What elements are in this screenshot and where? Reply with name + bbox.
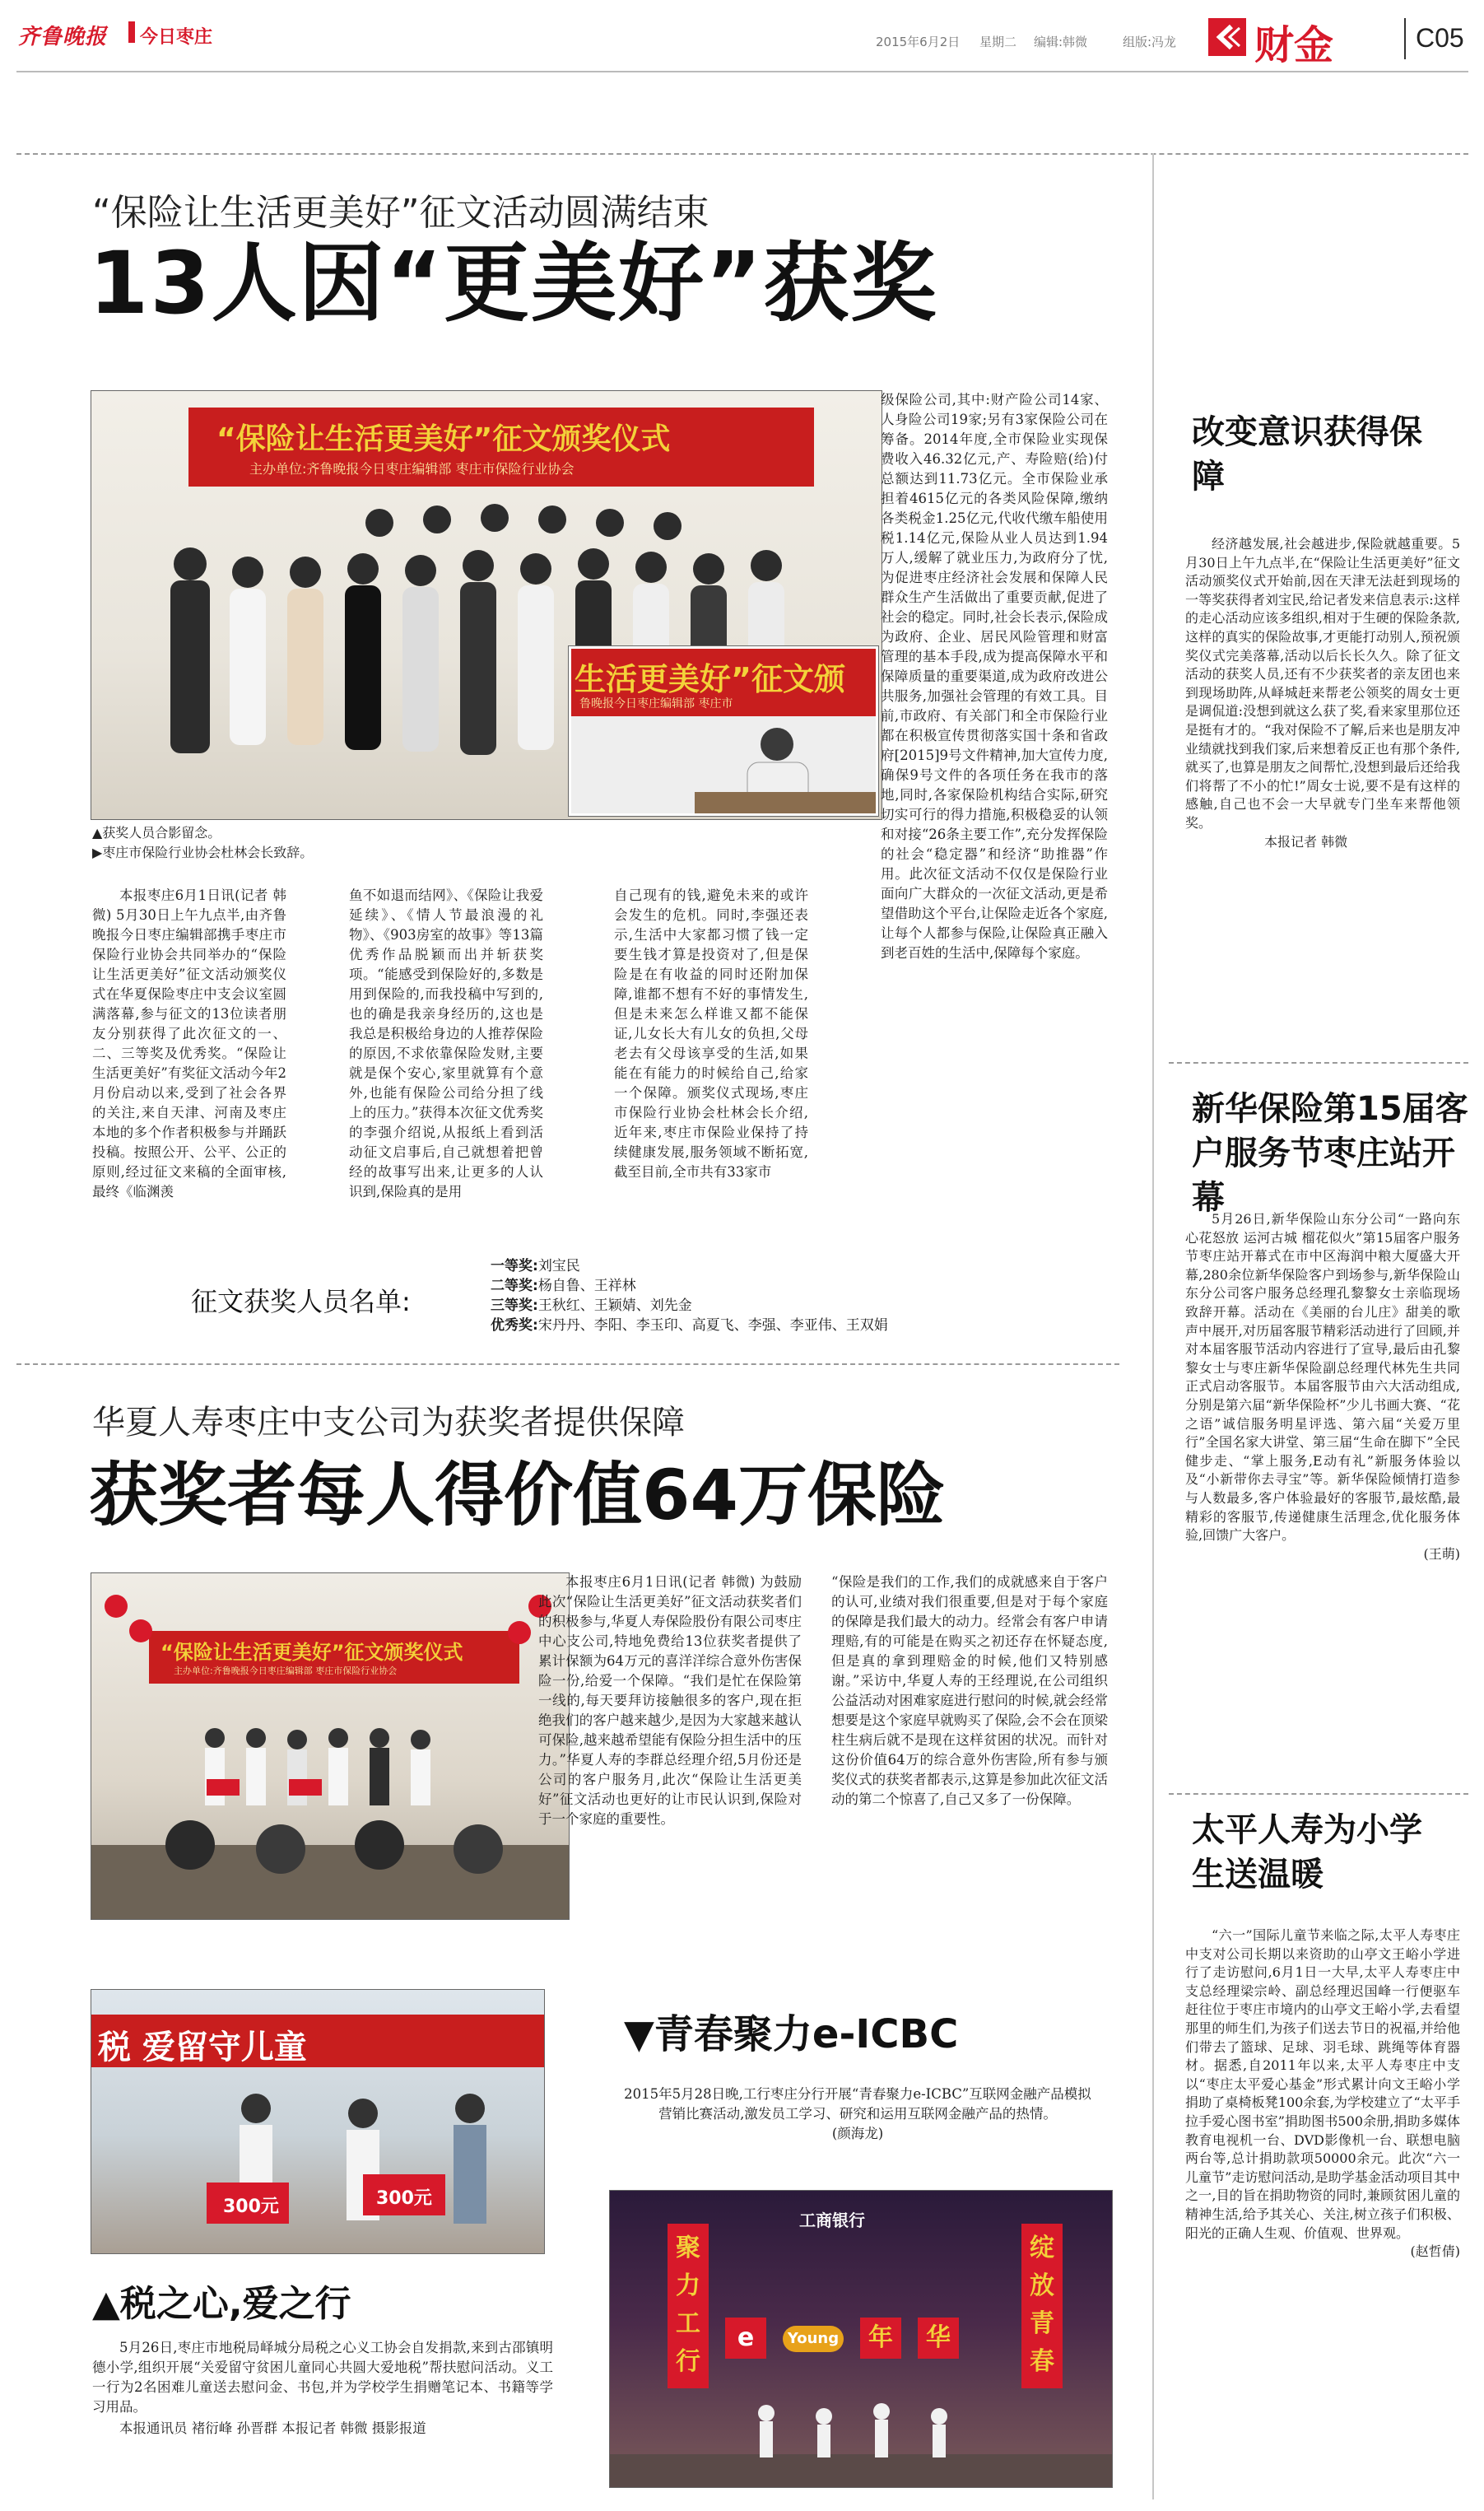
winner-names: 王秋红、王颖婧、刘先金 [537,1297,692,1314]
story1-caption2: ▶枣庄市保险行业协会杜林会长致辞。 [92,845,314,860]
column-icon [1208,18,1246,56]
story1-col4 [881,390,1108,1246]
story4-sign-left-3: 工 [676,2309,700,2338]
story2-col2-text: “保险是我们的工作,我们的成就感来自于客户的认可,业绩对我们很重要,但是对于每个家庭的保障是我们最大的动力。经常会有客户申请理赔,有的可能是在购买之初还存在怀疑态度,但是真的拿到理赔金的时候,他们又特别感谢。”采访中,华夏人寿的王经理说,在公司组织公益活动对困难家庭进行慰问的时候,就会经常想要是这个家庭早就购买了保险,会不会在顶梁柱生病后就不是现在这样贫困的状况。而针对这份价值64万的综合意外伤害险,所有参与颁奖仪式的获奖者都表示,这算是参加此次征文活动的第二个惊喜了,自己又多了一份保障。 [831,1574,1108,1807]
story4-stage-banner: 工商银行 [799,2211,865,2230]
story2-banner-title: “保险让生活更美好”征文颁奖仪式 [160,1641,463,1664]
story3-credit: 本报通讯员 褚衍峰 孙晋群 本报记者 韩微 摄影报道 [119,2420,426,2436]
story1-col2-text: 鱼不如退而结网》、《保险让我爱延续》、《情人节最浪漫的礼物》、《903房室的故事》等13篇优秀作品脱颖而出并斩获奖项。“能感受到保险好的,多数是用到保险的,而我投稿中写到的,也的确是我亲身经历的,这也是我总是积极给身边的人推荐保险的原因,不求依靠保险发财,主要就是保个安心,家里就算有个意外,也能有保险公司给分担了线上的压力。”获得本次征文优秀奖的李强介绍说,从报纸上看到活动征文启事后,自己就想着把曾经的故事写出来,让更多的人认识到,保险真的是用 [349,887,543,1200]
story3-banner-title: 税 爱留守儿童 [98,2029,307,2066]
sidebar-body-3-text: “六一”国际儿童节来临之际,太平人寿枣庄中支对公司长期以来资助的山亭文王峪小学进行了走访慰问,6月1日一大早,太平人寿枣庄中支总经理梁宗岭、副总经理迟国峰一行便驱车赶往位于枣庄市境内的山亭文王峪小学,去看望那里的师生们,为孩子们送去节日的祝福,并给他们带去了篮球、足球、羽毛球、跳绳等体育器材。据悉,自2011年以来,太平人寿枣庄中支以“枣庄太平爱心基金”形式累计向文王峪小学捐助了桌椅板凳100余套,为学校建立了“太平手拉手爱心图书室”捐助图书500余册,捐助多媒体教育电视机一台、DVD影像机一台、联想电脑两台等,总计捐助款项50000余元。此次“六一儿童节”走访慰问活动,是助学基金活动项目其中之一,目的旨在捐助物资的同时,兼顾贫困儿童的精神生活,给予其关心、关注,树立孩子们积极、阳光的正确人生观、价值观、世界观。 [1185,1927,1460,2241]
section-badge [128,21,135,43]
story4-sign-row [725,2314,1021,2364]
winners-heading: 征文获奖人员名单: [191,1286,411,1317]
sidebar-divider [1152,153,1154,2499]
sidebar-title-1: 改变意识获得保障 [1192,413,1422,496]
issue-editor: 编辑:韩微 [1034,35,1088,49]
story4-sign-left-1: 聚 [676,2234,700,2262]
winner-row [491,1296,1116,1316]
story3-sign-right: 300元 [376,2188,432,2209]
sidebar-credit-3: (赵哲倩) [1410,2243,1460,2260]
story2-photo [91,1572,570,1920]
winner-names: 杨自鲁、王祥林 [537,1278,636,1294]
winner-level: 优秀奖: [491,1317,538,1334]
story4-sign-hua: 华 [918,2318,959,2359]
story4-dancers [610,2388,1112,2487]
story2-headline: 获奖者每人得价值64万保险 [89,1455,946,1535]
story4-sign-e: e [725,2318,766,2359]
masthead [0,0,1484,66]
story2-col1 [538,1572,802,1968]
story1-inset-photo [569,646,878,816]
page-divider [1404,18,1406,59]
masthead-rule [16,71,1468,72]
story2-col1-text: 本报枣庄6月1日讯(记者 韩微) 为鼓励此次“保险让生活更美好”征文活动获奖者们的积极参与,华夏人寿保险股份有限公司枣庄中心支公司,特地免费给13位获奖者提供了累计保额为64万元的喜洋洋综合意外伤害保险一份,给爱一个保障。“我们是忙在保险第一线的,每天要拜访接触很多的客户,现在拒绝我们的客户越来越少,是因为大家越来越认可保险,越来越希望能有保险分担生活中的压力。”华夏人寿的李群总经理介绍,5月份还是公司的客户服务月,此次“保险让生活更美好”征文活动也更好的让市民认识到,保险对于一个家庭的重要性。 [538,1574,802,1827]
story1-group-photo [91,390,882,820]
story3-body-text: 5月26日,枣庄市地税局峄城分局税之心义工协会自发捐款,来到古邵镇明德小学,组织开展“关爱留守贫困儿童同心共圆大爱地税”帮扶慰问活动。义工一行为2名困难儿童送去慰问金、书包,并为学校学生捐赠笔记本、书籍等学习用品。 [92,2340,553,2415]
story4-sign-right-3: 青 [1030,2309,1054,2338]
winner-level: 三等奖: [491,1297,538,1314]
story4-credit: (颜海龙) [831,2126,884,2141]
inset-banner-title: 生活更美好”征文颁 [575,661,845,697]
story1-col3-text: 自己现有的钱,避免未来的或许会发生的危机。同时,李强还表示,生活中大家都习惯了钱一定要生钱才算是投资对了,但是保险是在有收益的同时还附加保障,谁都不想有不好的事情发生,但是未来怎么样谁又都不能保证,儿女长大有儿女的负担,父母老去有父母该享受的生活,如果能在有能力的时候给自己,给家一个保障。颁奖仪式现场,枣庄市保险行业协会杜林会长介绍,近年来,枣庄市保险业保持了持续健康发展,服务领域不断拓宽,截至目前,全市共有33家市 [614,887,808,1180]
winner-row [491,1276,1116,1296]
ceremony-banner [188,408,814,487]
story3-body [92,2338,553,2439]
issue-date: 2015年6月2日 [876,35,961,49]
story1-col4-text: 级保险公司,其中:财产险公司14家、人身险公司19家;另有3家保险公司在筹备。2014年度,全市保险业实现保费收入46.32亿元,产、寿险赔(给)付总额达到11.73亿元。全市保险业承担着4615亿元的各类风险保障,缴纳各类税金1.25亿元,代收代缴车船使用税1.14亿元,保险从业人员达到1.94万人,缓解了就业压力,为政府分了忧,为促进枣庄经济社会发展和保障人民群众生产生活做出了重要贡献,促进了社会的稳定。同时,社会长表示,保险成为政府、企业、居民风险管理和财富管理的基本手段,成为提高保障水平和保障质量的重要渠道,成为政府改进公共服务,加强社会管理的有效工具。目前,市政府、有关部门和全市保险行业都在积极宣传贯彻落实国十条和省政府[2015]9号文件精神,加大宣传力度,确保9号文件的各项任务在我市的落地,同时,各家保险机构结合实际,研究切实可行的得力措施,积极稳妥的认领和对接“26条主要工作”,充分发挥保险的社会“稳定器”和经济“助推器”作用。此次征文活动不仅仅是保险行业面向广大群众的一次征文活动,更是希望借助这个平台,让保险走近各个家庭,让每个人都参与保险,让保险真正融入到老百姓的生活中,保障每个家庭。 [881,392,1108,961]
paper-logo: 齐鲁晚报 [18,25,108,49]
winner-level: 二等奖: [491,1278,538,1294]
sidebar-title-3: 太平人寿为小学生送温暖 [1192,1811,1422,1894]
story4-photo [609,2190,1113,2488]
page-number: C05 [1416,23,1464,53]
story2-scene [91,1573,569,1919]
sidebar-rule-1 [1169,1062,1468,1064]
sidebar-body-2 [1185,1210,1460,1803]
story4-headline: ▼青春聚力e-ICBC [624,2011,959,2057]
ceremony-banner-title: “保险让生活更美好”征文颁奖仪式 [216,422,671,456]
inset-banner-sub: 鲁晚报今日枣庄编辑部 枣庄市 [579,697,733,710]
story1-col2 [349,886,543,1265]
story3-photo [91,1989,545,2254]
story1-col1 [92,886,286,1265]
story2-banner-sub: 主办单位:齐鲁晚报今日枣庄编辑部 枣庄市保险行业协会 [174,1665,398,1676]
story1-kicker: “保险让生活更美好”征文活动圆满结束 [92,192,709,234]
section-label: 今日枣庄 [140,26,213,47]
story1-col3 [614,886,808,1265]
story1-headline: 13人因“更美好”获奖 [89,233,938,333]
sidebar-body-1-text: 经济越发展,社会越进步,保险就越重要。5月30日上午九点半,在“保险让生活更美好”征文活动颁奖仪式开始前,因在天津无法赶到现场的一等奖获得者刘宝民,给记者发来信息表示:这样的走心活动应该多组织,相对于生硬的保险条款,这样的真实的保险故事,才更能打动别人,预祝颁奖仪式完美落幕,活动以后长长久久。除了征文活动的获奖人员,还有不少获奖者的亲友团也来到现场助阵,从峄城赶来帮老公领奖的周女士更是调侃道:没想到就这么获了奖,看来家里那位还是挺有才的。“我对保险不了解,后来也是朋友冲业绩就找到我们家,后来想着反正也有那个条件,就买了,也算是朋友之间帮忙,没想到最后还给我们将帮了不小的忙!”周女士说,要不是有这样的感触,自己也不会一大早就专门坐车来帮他领奖。 [1185,536,1460,831]
story2-col2 [831,1572,1108,1968]
story4-sign-young: Young [783,2326,844,2352]
story4-sign-right-4: 春 [1030,2347,1054,2376]
winner-row [491,1256,1116,1276]
story4-caption-text: 2015年5月28日晚,工行枣庄分行开展“青春聚力e-ICBC”互联网金融产品模拟营销比赛活动,激发员工学习、研究和运用互联网金融产品的热情。 [624,2086,1091,2122]
story4-sign-left-2: 力 [676,2271,700,2300]
story3-banner [91,2015,544,2067]
top-dashed-rule [16,153,1468,155]
winner-row [491,1316,1116,1335]
story4-sign-left-4: 行 [676,2347,700,2376]
issue-layout: 组版:冯龙 [1123,35,1177,49]
sidebar-body-1 [1185,535,1460,1046]
story1-caption1: ▲获奖人员合影留念。 [92,825,221,841]
chevron-left-icon [1208,18,1246,56]
story4-sign-right-2: 放 [1030,2271,1054,2300]
speaker-figure [571,716,876,813]
sidebar-body-2-text: 5月26日,新华保险山东分公司“一路向东 心花怒放 运河古城 榴花似火”第15届客户服务节枣庄站开幕式在市中区海润中粮大厦盛大开幕,280余位新华保险客户到场参与,新华保险山东分公司客户服务总经理孔黎黎女士亲临现场致辞开幕。活动在《美丽的台儿庄》甜美的歌声中展开,对历届客服节精彩活动进行了回顾,并对本届客服节活动内容进行了宣导,最后由孔黎黎女士与枣庄新华保险副总经理代林先生共同正式启动客服节。本届客服节由六大活动组成,分别是第六届“新华保险杯”少儿书画大赛、“花之语”诚信服务明星评选、第六届“关爱万里行”全国名家大讲堂、第三届“生命在脚下”全民健步走、“掌上服务,E动有礼”新服务体验以及“小新带你去寻宝”等。新华保险倾情打造参与人数最多,客户体验最好的客服节,最炫酷,最精彩的客服节,传递健康生活理念,优化服务体验,回馈广大客户。 [1185,1211,1460,1544]
story4-sign-nian: 年 [860,2318,901,2359]
inset-banner [571,649,876,716]
sidebar-credit-2: (王萌) [1423,1545,1460,1562]
sidebar-credit-1: 本报记者 韩微 [1264,833,1348,850]
story1-col1-text: 本报枣庄6月1日讯(记者 韩微) 5月30日上午九点半,由齐鲁晚报今日枣庄编辑部携手枣庄市保险行业协会共同举办的“保险让生活更美好”征文活动颁奖仪式在华夏保险枣庄中支会议室圆满落幕,参与征文的13位读者朋友分别获得了此次征文的一、二、三等奖及优秀奖。“保险让生活更美好”有奖征文活动今年2月份启动以来,受到了社会各界的关注,来自天津、河南及枣庄本地的多个作者积极参与并踊跃投稿。按照公开、公平、公正的原则,经过征文来稿的全面审核,最终《临渊羡 [92,887,286,1200]
story3-headline: ▲税之心,爱之行 [92,2283,351,2325]
story1-bottom-rule [16,1363,1119,1365]
winner-names: 宋丹丹、李阳、李玉印、高夏飞、李强、李亚伟、王双娟 [537,1317,888,1334]
issue-weekday: 星期二 [979,35,1017,49]
sidebar-rule-2 [1169,1793,1468,1795]
winners-list [491,1256,1116,1335]
story4-sign-right-1: 绽 [1030,2234,1054,2262]
story3-scene [91,2067,544,2253]
sidebar-title-2: 新华保险第15届客户服务节枣庄站开幕 [1192,1090,1468,1217]
story4-caption [619,2085,1096,2144]
column-name: 财金 [1254,22,1334,68]
story3-sign-left: 300元 [223,2197,279,2217]
winner-names: 刘宝民 [537,1258,580,1274]
winner-level: 一等奖: [491,1258,538,1274]
ceremony-banner-sub: 主办单位:齐鲁晚报今日枣庄编辑部 枣庄市保险行业协会 [249,461,575,477]
sidebar-body-3 [1185,1926,1460,2495]
story2-kicker: 华夏人寿枣庄中支公司为获奖者提供保障 [92,1404,685,1442]
